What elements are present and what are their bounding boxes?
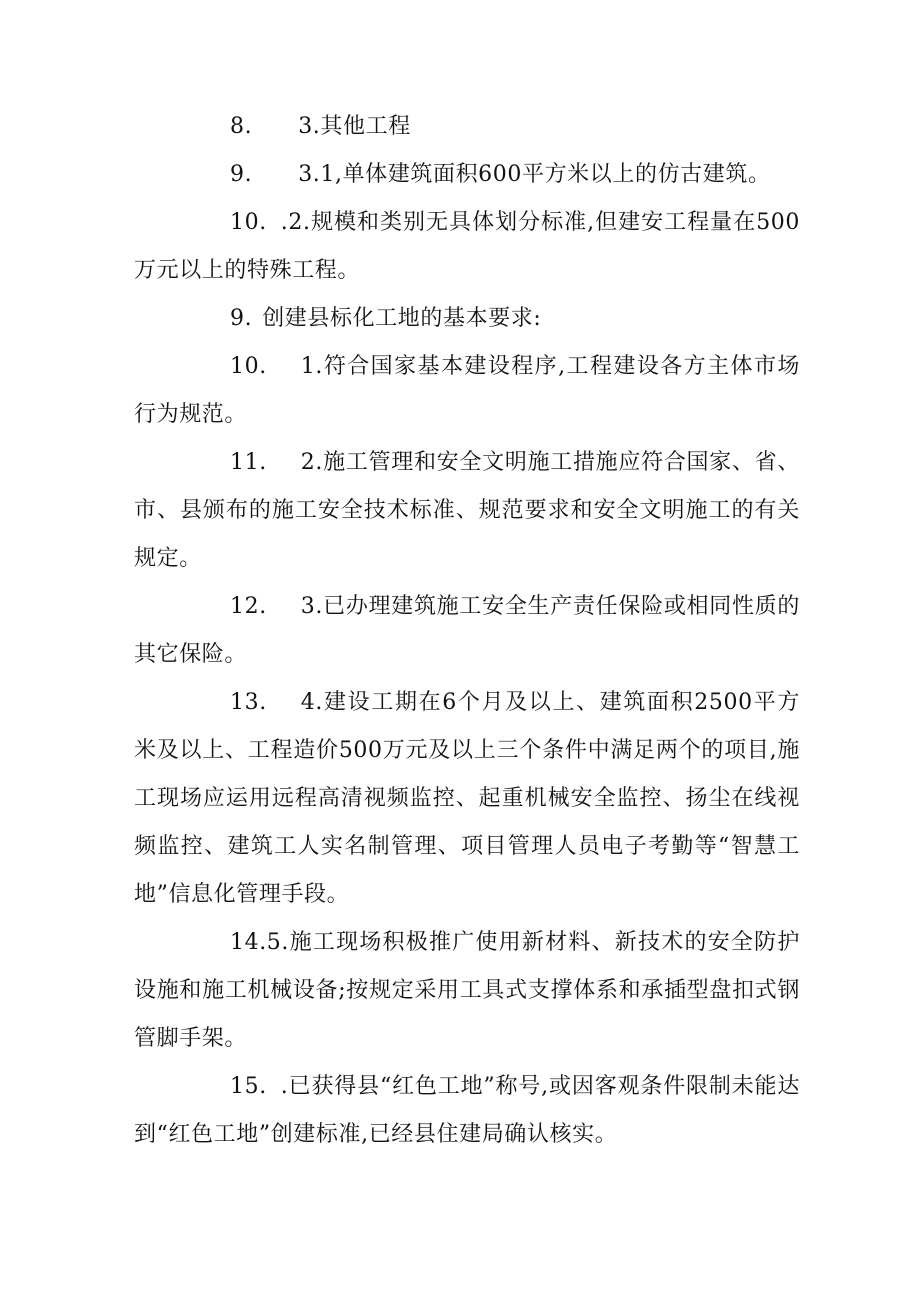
- paragraph-text: 3.1,单体建筑面积600平方米以上的仿古建筑。: [298, 162, 771, 187]
- paragraph-9: [134, 919, 800, 1063]
- paragraph-number: 15.: [230, 1074, 267, 1099]
- paragraph-text: 1.符合国家基本建设程序,工程建设各方主体市场行为规范。: [134, 354, 800, 427]
- paragraph-text: 2.施工管理和安全文明施工措施应符合国家、省、市、县颁布的施工安全技术标准、规范要求和安全文明施工的有关规定。: [134, 450, 800, 571]
- paragraph-10: [134, 1063, 800, 1159]
- paragraph-text: 创建县标化工地的基本要求:: [262, 306, 542, 331]
- document-body: [134, 103, 800, 1159]
- paragraph-6: [134, 439, 800, 583]
- paragraph-number: 12.: [230, 594, 267, 619]
- paragraph-number: 10.: [230, 354, 267, 379]
- paragraph-text: .2.规模和类别无具体划分标准,但建安工程量在500万元以上的特殊工程。: [134, 210, 800, 283]
- paragraph-number: 14.: [230, 930, 267, 955]
- paragraph-1: [134, 103, 800, 151]
- paragraph-text: .已获得县“红色工地”称号,或因客观条件限制未能达到“红色工地”创建标准,已经县住建局确认核实。: [134, 1074, 800, 1147]
- paragraph-text: 5.施工现场积极推广使用新材料、新技术的安全防护设施和施工机械设备;按规定采用工具式支撑体系和承插型盘扣式钢管脚手架。: [134, 930, 800, 1051]
- paragraph-4: [134, 295, 800, 343]
- paragraph-number: 9.: [230, 306, 253, 331]
- paragraph-8: [134, 679, 800, 919]
- paragraph-2: [134, 151, 800, 199]
- paragraph-7: [134, 583, 800, 679]
- paragraph-text: 3.已办理建筑施工安全生产责任保险或相同性质的其它保险。: [134, 594, 800, 667]
- paragraph-text: 4.建设工期在6个月及以上、建筑面积2500平方米及以上、工程造价500万元及以上三个条件中满足两个的项目,施工现场应运用远程高清视频监控、起重机械安全监控、扬尘在线视频监控、建筑工人实名制管理、项目管理人员电子考勤等“智慧工地”信息化管理手段。: [134, 690, 800, 907]
- paragraph-number: 9.: [230, 162, 253, 187]
- paragraph-number: 10.: [230, 210, 267, 235]
- paragraph-5: [134, 343, 800, 439]
- paragraph-text: 3.其他工程: [298, 114, 411, 139]
- paragraph-number: 13.: [230, 690, 267, 715]
- paragraph-number: 8.: [230, 114, 253, 139]
- paragraph-3: [134, 199, 800, 295]
- paragraph-number: 11.: [230, 450, 267, 475]
